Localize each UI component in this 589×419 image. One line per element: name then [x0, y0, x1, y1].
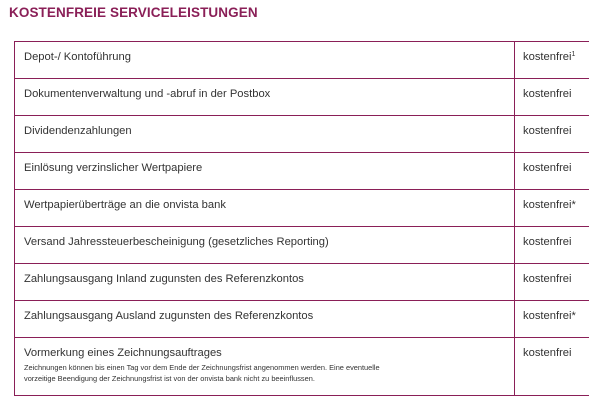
table-row — [14, 116, 589, 153]
table-row — [14, 338, 589, 396]
table-row — [14, 190, 589, 227]
table-row — [14, 42, 589, 79]
service-value: kostenfrei — [523, 236, 572, 248]
service-label: Einlösung verzinslicher Wertpapiere — [15, 153, 515, 189]
service-title: Vormerkung eines Zeichnungsauftrages — [24, 347, 222, 359]
table-row — [14, 79, 589, 116]
service-value: kostenfrei — [523, 88, 572, 100]
service-label — [15, 338, 515, 395]
service-label: Wertpapierüberträge an die onvista bank — [15, 190, 515, 226]
table-row — [14, 264, 589, 301]
service-value: kostenfrei* — [523, 199, 576, 211]
note-line: vorzeitige Beendigung der Zeichnungsfrist ist von der onvista bank nicht zu beeinflussen. — [24, 374, 315, 383]
service-label: Zahlungsausgang Ausland zugunsten des Referenzkontos — [15, 301, 515, 337]
price-text: kostenfrei — [523, 51, 572, 63]
note-line: Zeichnungen können bis einen Tag vor dem Ende der Zeichnungsfrist angenommen werden. Eine eventuelle — [24, 363, 380, 372]
table-row — [14, 301, 589, 338]
service-value: kostenfrei — [523, 125, 572, 137]
service-label: Depot-/ Kontoführung — [15, 42, 515, 78]
service-label: Versand Jahressteuerbescheinigung (gesetzliches Reporting) — [15, 227, 515, 263]
table-row — [14, 153, 589, 190]
footnote-mark: 1 — [571, 51, 576, 58]
services-table — [14, 41, 589, 396]
table-row — [14, 227, 589, 264]
service-label: Zahlungsausgang Inland zugunsten des Referenzkontos — [15, 264, 515, 300]
service-value: kostenfrei* — [523, 310, 576, 322]
service-label: Dividendenzahlungen — [15, 116, 515, 152]
service-value: kostenfrei — [523, 347, 572, 359]
service-value: kostenfrei — [523, 273, 572, 285]
page-title: KOSTENFREIE SERVICELEISTUNGEN — [9, 5, 258, 20]
service-note — [24, 362, 514, 384]
service-label: Dokumentenverwaltung und -abruf in der Postbox — [15, 79, 515, 115]
service-value: kostenfrei — [523, 162, 572, 174]
service-value — [515, 42, 589, 78]
